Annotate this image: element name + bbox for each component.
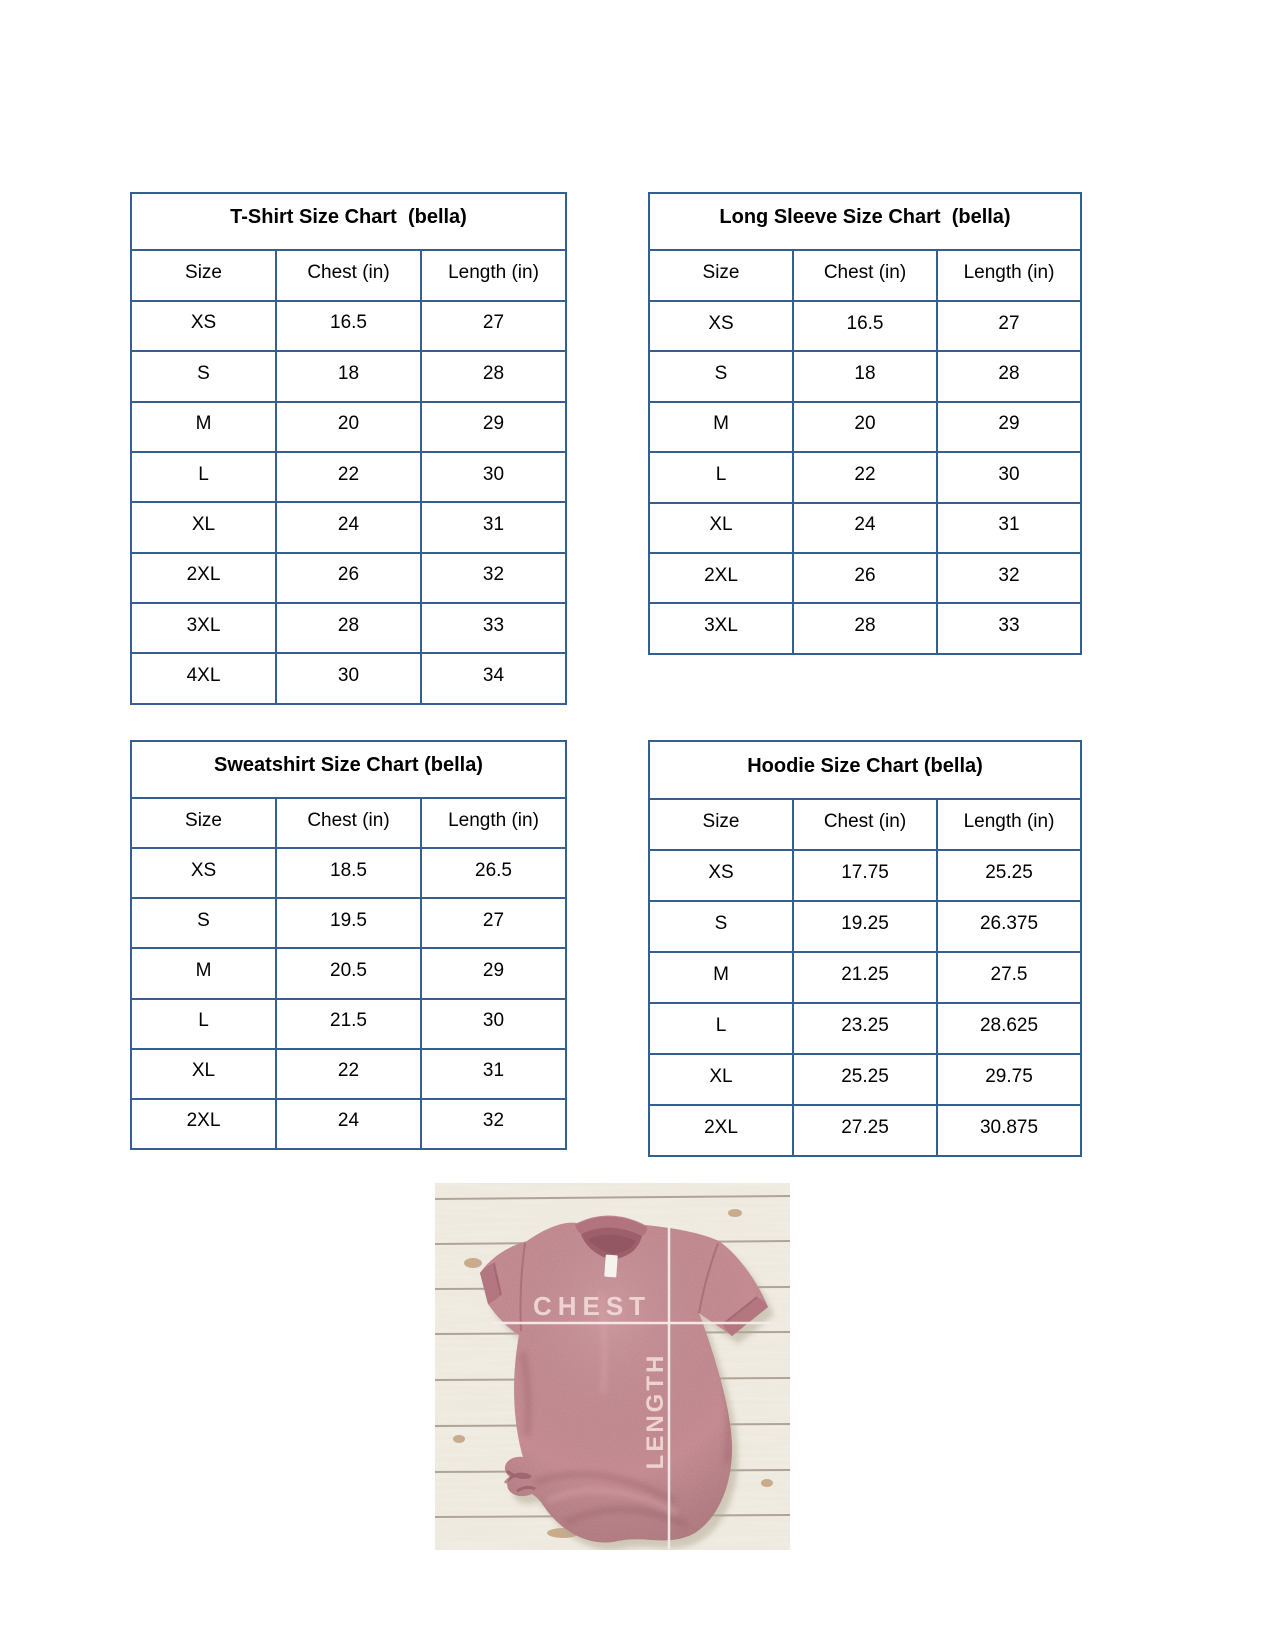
length-cell: 26.375	[937, 901, 1081, 952]
column-header-chest-in: Chest (in)	[793, 250, 937, 300]
size-cell: S	[131, 351, 276, 401]
length-cell: 26.5	[421, 848, 566, 898]
length-cell: 27	[937, 301, 1081, 351]
chest-cell: 18	[793, 351, 937, 401]
table-row	[131, 351, 566, 401]
size-cell: 2XL	[649, 553, 793, 603]
chest-cell: 17.75	[793, 850, 937, 901]
length-cell: 28	[937, 351, 1081, 401]
table-row	[131, 999, 566, 1049]
size-cell: S	[131, 898, 276, 948]
length-cell: 28.625	[937, 1003, 1081, 1054]
table-title: Sweatshirt Size Chart (bella)	[131, 741, 566, 798]
chest-cell: 16.5	[276, 301, 421, 351]
size-cell: L	[649, 1003, 793, 1054]
table-row	[649, 1105, 1081, 1156]
size-cell: XS	[649, 301, 793, 351]
length-cell: 29.75	[937, 1054, 1081, 1105]
column-header-length-in: Length (in)	[937, 799, 1081, 850]
chest-label: CHEST	[532, 1291, 652, 1321]
hoodie-size-chart	[648, 740, 1082, 1157]
size-cell: XL	[649, 503, 793, 553]
length-cell: 29	[421, 948, 566, 998]
size-cell: 2XL	[131, 553, 276, 603]
length-cell: 33	[937, 603, 1081, 654]
size-cell: 2XL	[131, 1099, 276, 1149]
table-row	[649, 301, 1081, 351]
table-title: Hoodie Size Chart (bella)	[649, 741, 1081, 799]
chest-cell: 19.5	[276, 898, 421, 948]
chest-cell: 22	[793, 452, 937, 502]
table-title: T-Shirt Size Chart (bella)	[131, 193, 566, 250]
chest-cell: 28	[276, 603, 421, 653]
chest-cell: 24	[276, 1099, 421, 1149]
length-cell: 29	[421, 402, 566, 452]
chest-cell: 20	[793, 402, 937, 452]
table-row	[131, 898, 566, 948]
length-cell: 31	[937, 503, 1081, 553]
size-cell: S	[649, 901, 793, 952]
chest-cell: 27.25	[793, 1105, 937, 1156]
size-cell: S	[649, 351, 793, 401]
chest-cell: 25.25	[793, 1054, 937, 1105]
column-header-chest-in: Chest (in)	[276, 250, 421, 300]
length-cell: 27	[421, 898, 566, 948]
length-cell: 32	[421, 553, 566, 603]
measurement-guide-photo	[435, 1183, 790, 1550]
size-cell: 2XL	[649, 1105, 793, 1156]
length-cell: 28	[421, 351, 566, 401]
sweatshirt-size-table	[130, 740, 567, 1150]
column-header-size: Size	[131, 798, 276, 848]
length-label: LENGTH	[642, 1352, 669, 1470]
table-row	[649, 402, 1081, 452]
chest-cell: 18.5	[276, 848, 421, 898]
table-row	[131, 502, 566, 552]
size-cell: M	[131, 948, 276, 998]
chest-cell: 16.5	[793, 301, 937, 351]
size-cell: L	[649, 452, 793, 502]
chest-cell: 26	[793, 553, 937, 603]
chest-cell: 30	[276, 653, 421, 704]
tshirt-size-chart	[130, 192, 567, 705]
column-header-size: Size	[649, 250, 793, 300]
length-cell: 30	[421, 452, 566, 502]
table-row	[649, 850, 1081, 901]
table-row	[649, 553, 1081, 603]
length-cell: 31	[421, 1049, 566, 1099]
column-header-length-in: Length (in)	[937, 250, 1081, 300]
size-cell: 3XL	[649, 603, 793, 654]
size-cell: XS	[649, 850, 793, 901]
chest-cell: 19.25	[793, 901, 937, 952]
size-cell: M	[131, 402, 276, 452]
column-header-chest-in: Chest (in)	[276, 798, 421, 848]
chest-cell: 23.25	[793, 1003, 937, 1054]
size-cell: L	[131, 452, 276, 502]
table-row	[131, 948, 566, 998]
length-cell: 30	[937, 452, 1081, 502]
chest-cell: 24	[793, 503, 937, 553]
chest-cell: 24	[276, 502, 421, 552]
length-cell: 29	[937, 402, 1081, 452]
table-row	[131, 452, 566, 502]
size-cell: XS	[131, 848, 276, 898]
table-row	[131, 1099, 566, 1149]
size-cell: XL	[131, 502, 276, 552]
table-row	[131, 301, 566, 351]
table-row	[649, 351, 1081, 401]
length-cell: 31	[421, 502, 566, 552]
column-header-size: Size	[131, 250, 276, 300]
table-row	[649, 901, 1081, 952]
size-cell: XS	[131, 301, 276, 351]
length-cell: 34	[421, 653, 566, 704]
size-cell: XL	[131, 1049, 276, 1099]
size-cell: L	[131, 999, 276, 1049]
length-cell: 27.5	[937, 952, 1081, 1003]
size-cell: M	[649, 402, 793, 452]
sweatshirt-size-chart	[130, 740, 567, 1150]
chest-cell: 22	[276, 1049, 421, 1099]
size-cell: 4XL	[131, 653, 276, 704]
chest-cell: 18	[276, 351, 421, 401]
length-cell: 27	[421, 301, 566, 351]
length-cell: 32	[937, 553, 1081, 603]
chest-cell: 26	[276, 553, 421, 603]
table-row	[131, 402, 566, 452]
column-header-length-in: Length (in)	[421, 250, 566, 300]
table-title: Long Sleeve Size Chart (bella)	[649, 193, 1081, 250]
column-header-length-in: Length (in)	[421, 798, 566, 848]
table-row	[649, 503, 1081, 553]
chest-cell: 28	[793, 603, 937, 654]
tshirt-size-table	[130, 192, 567, 705]
length-cell: 25.25	[937, 850, 1081, 901]
length-cell: 30.875	[937, 1105, 1081, 1156]
table-row	[131, 553, 566, 603]
chest-cell: 20	[276, 402, 421, 452]
table-row	[131, 848, 566, 898]
brand-tag	[604, 1255, 618, 1278]
column-header-size: Size	[649, 799, 793, 850]
table-row	[131, 1049, 566, 1099]
length-cell: 32	[421, 1099, 566, 1149]
table-row	[649, 603, 1081, 654]
size-cell: M	[649, 952, 793, 1003]
tshirt-photo-illustration	[435, 1183, 790, 1550]
chest-cell: 21.25	[793, 952, 937, 1003]
long-sleeve-size-chart	[648, 192, 1082, 655]
length-cell: 30	[421, 999, 566, 1049]
table-row	[649, 1003, 1081, 1054]
table-row	[649, 952, 1081, 1003]
size-cell: 3XL	[131, 603, 276, 653]
length-cell: 33	[421, 603, 566, 653]
table-row	[131, 653, 566, 704]
table-row	[131, 603, 566, 653]
hoodie-size-table	[648, 740, 1082, 1157]
table-row	[649, 1054, 1081, 1105]
long-sleeve-size-table	[648, 192, 1082, 655]
table-row	[649, 452, 1081, 502]
size-cell: XL	[649, 1054, 793, 1105]
chest-cell: 20.5	[276, 948, 421, 998]
chest-cell: 21.5	[276, 999, 421, 1049]
column-header-chest-in: Chest (in)	[793, 799, 937, 850]
chest-cell: 22	[276, 452, 421, 502]
